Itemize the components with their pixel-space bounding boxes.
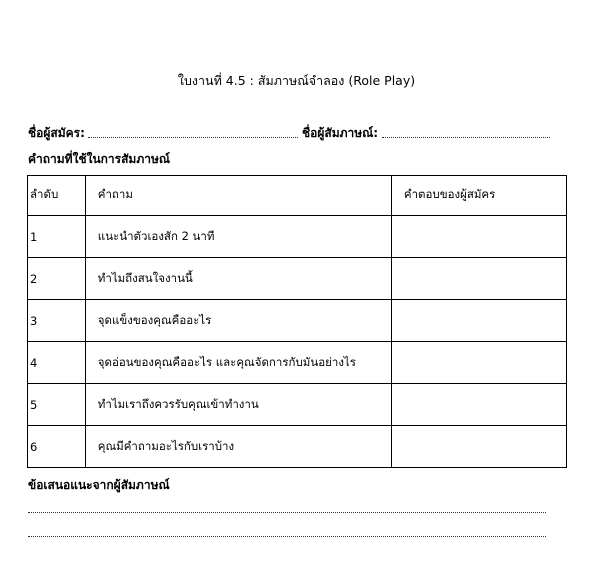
row-question: จุดอ่อนของคุณคืออะไร และคุณจัดการกับมันอย่างไร [85, 342, 391, 384]
interviewer-name-field[interactable] [382, 137, 550, 138]
header-no: ลำดับ [28, 176, 86, 216]
applicant-name-label: ชื่อผู้สมัคร: [28, 126, 85, 140]
table-row [28, 216, 567, 258]
table-row [28, 384, 567, 426]
row-answer-cell[interactable] [391, 384, 566, 426]
table-header-row [28, 176, 567, 216]
row-number: 4 [28, 342, 86, 384]
table-row [28, 426, 567, 468]
interviewer-name-label: ชื่อผู้สัมภาษณ์: [302, 126, 379, 140]
row-number: 2 [28, 258, 86, 300]
row-number: 5 [28, 384, 86, 426]
row-question: แนะนำตัวเองสัก 2 นาที [85, 216, 391, 258]
table-row [28, 300, 567, 342]
table-row [28, 258, 567, 300]
suggestion-line-1[interactable] [28, 512, 546, 513]
interview-questions-table [27, 175, 567, 468]
row-answer-cell[interactable] [391, 258, 566, 300]
row-question: ทำไมถึงสนใจงานนี้ [85, 258, 391, 300]
suggestion-line-2[interactable] [28, 536, 546, 537]
worksheet-title: ใบงานที่ 4.5 : สัมภาษณ์จำลอง (Role Play) [177, 73, 416, 88]
row-answer-cell[interactable] [391, 300, 566, 342]
row-number: 3 [28, 300, 86, 342]
header-answer: คำตอบของผู้สมัคร [391, 176, 566, 216]
applicant-name-field[interactable] [88, 137, 298, 138]
row-question: ทำไมเราถึงควรรับคุณเข้าทำงาน [85, 384, 391, 426]
suggestions-section-label: ข้อเสนอแนะจากผู้สัมภาษณ์ [28, 478, 170, 492]
row-question: จุดแข็งของคุณคืออะไร [85, 300, 391, 342]
questions-section-label: คำถามที่ใช้ในการสัมภาษณ์ [28, 152, 171, 166]
row-number: 1 [28, 216, 86, 258]
row-answer-cell[interactable] [391, 342, 566, 384]
row-question: คุณมีคำถามอะไรกับเราบ้าง [85, 426, 391, 468]
row-number: 6 [28, 426, 86, 468]
table-row [28, 342, 567, 384]
row-answer-cell[interactable] [391, 426, 566, 468]
name-fields-row [28, 124, 568, 142]
row-answer-cell[interactable] [391, 216, 566, 258]
header-question: คำถาม [85, 176, 391, 216]
